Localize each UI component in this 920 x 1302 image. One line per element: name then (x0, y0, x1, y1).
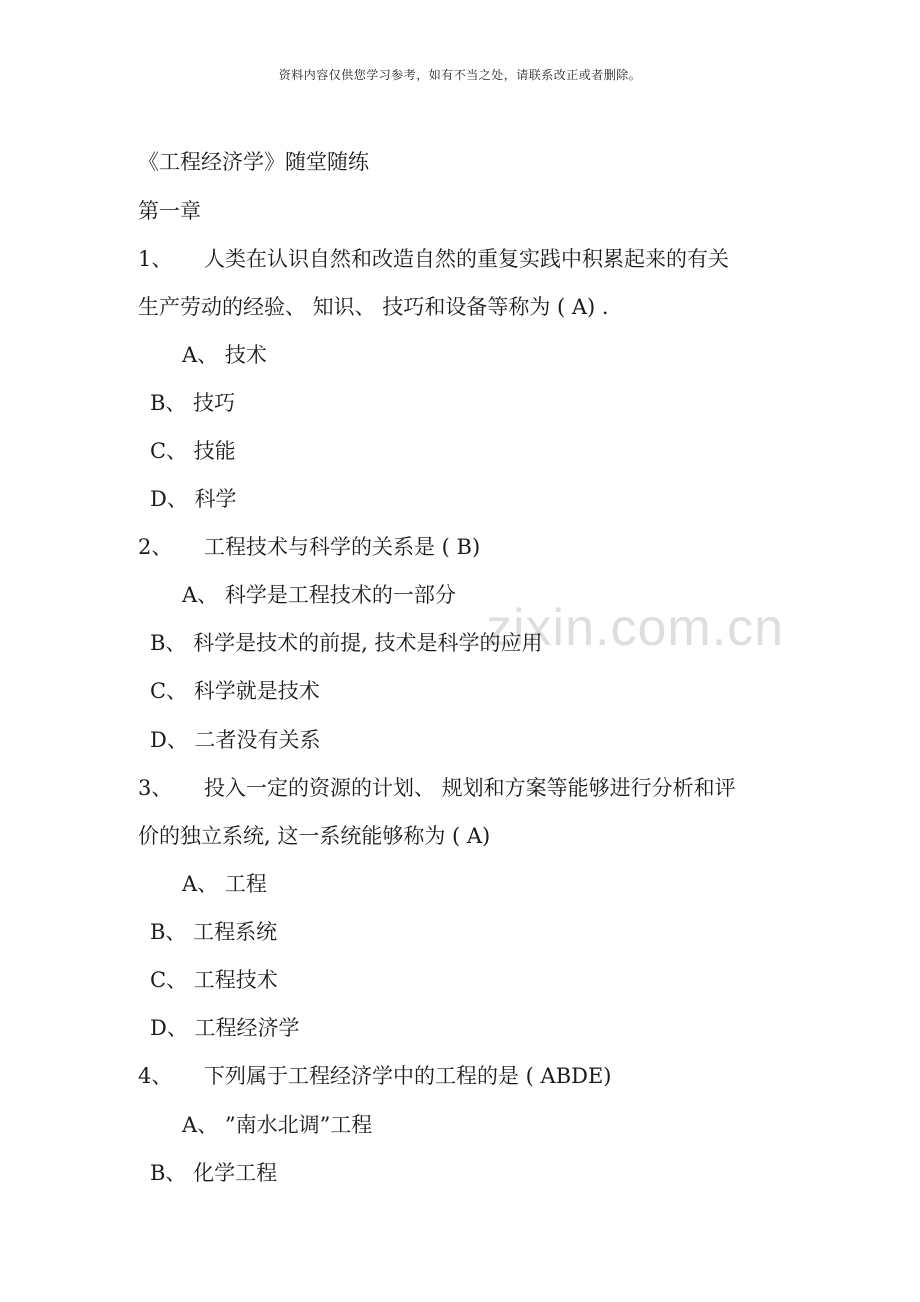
option-b: B、 工程系统 (150, 920, 278, 944)
question-3-continued: 价的独立系统, 这一系统能够称为 ( A) (138, 824, 491, 848)
option-b: B、 化学工程 (150, 1161, 278, 1185)
option-b: B、 技巧 (150, 391, 236, 415)
question-1-continued: 生产劳动的经验、 知识、 技巧和设备等称为 ( A) . (138, 295, 609, 319)
question-2 (138, 533, 480, 561)
option-a: A、 工程 (182, 872, 267, 896)
question-4 (138, 1062, 612, 1090)
document-title: 《工程经济学》随堂随练 (138, 150, 369, 174)
question-number: 4、 (138, 1064, 173, 1088)
chapter-heading: 第一章 (138, 199, 201, 223)
option-d: D、 工程经济学 (150, 1016, 300, 1040)
option-d: D、 科学 (150, 487, 237, 511)
header-disclaimer: 资料内容仅供您学习参考，如有不当之处，请联系改正或者删除。 (278, 68, 642, 82)
question-text: 下列属于工程经济学中的工程的是 ( ABDE) (204, 1064, 612, 1088)
option-c: C、 科学就是技术 (150, 679, 320, 703)
watermark: zixin.com.cn (486, 599, 785, 657)
question-text: 投入一定的资源的计划、 规划和方案等能够进行分析和评 (204, 776, 736, 800)
option-a: A、 科学是工程技术的一部分 (182, 583, 456, 607)
question-number: 3、 (138, 776, 173, 800)
option-a: A、 ”南水北调”工程 (182, 1113, 373, 1137)
question-text: 人类在认识自然和改造自然的重复实践中积累起来的有关 (204, 247, 729, 271)
option-b: B、 科学是技术的前提, 技术是科学的应用 (150, 631, 543, 655)
option-c: C、 技能 (150, 439, 236, 463)
question-number: 1、 (138, 247, 173, 271)
option-d: D、 二者没有关系 (150, 728, 321, 752)
option-a: A、 技术 (182, 343, 267, 367)
question-number: 2、 (138, 535, 173, 559)
option-c: C、 工程技术 (150, 968, 278, 992)
question-1 (138, 245, 729, 273)
question-text: 工程技术与科学的关系是 ( B) (204, 535, 481, 559)
question-3 (138, 774, 736, 802)
